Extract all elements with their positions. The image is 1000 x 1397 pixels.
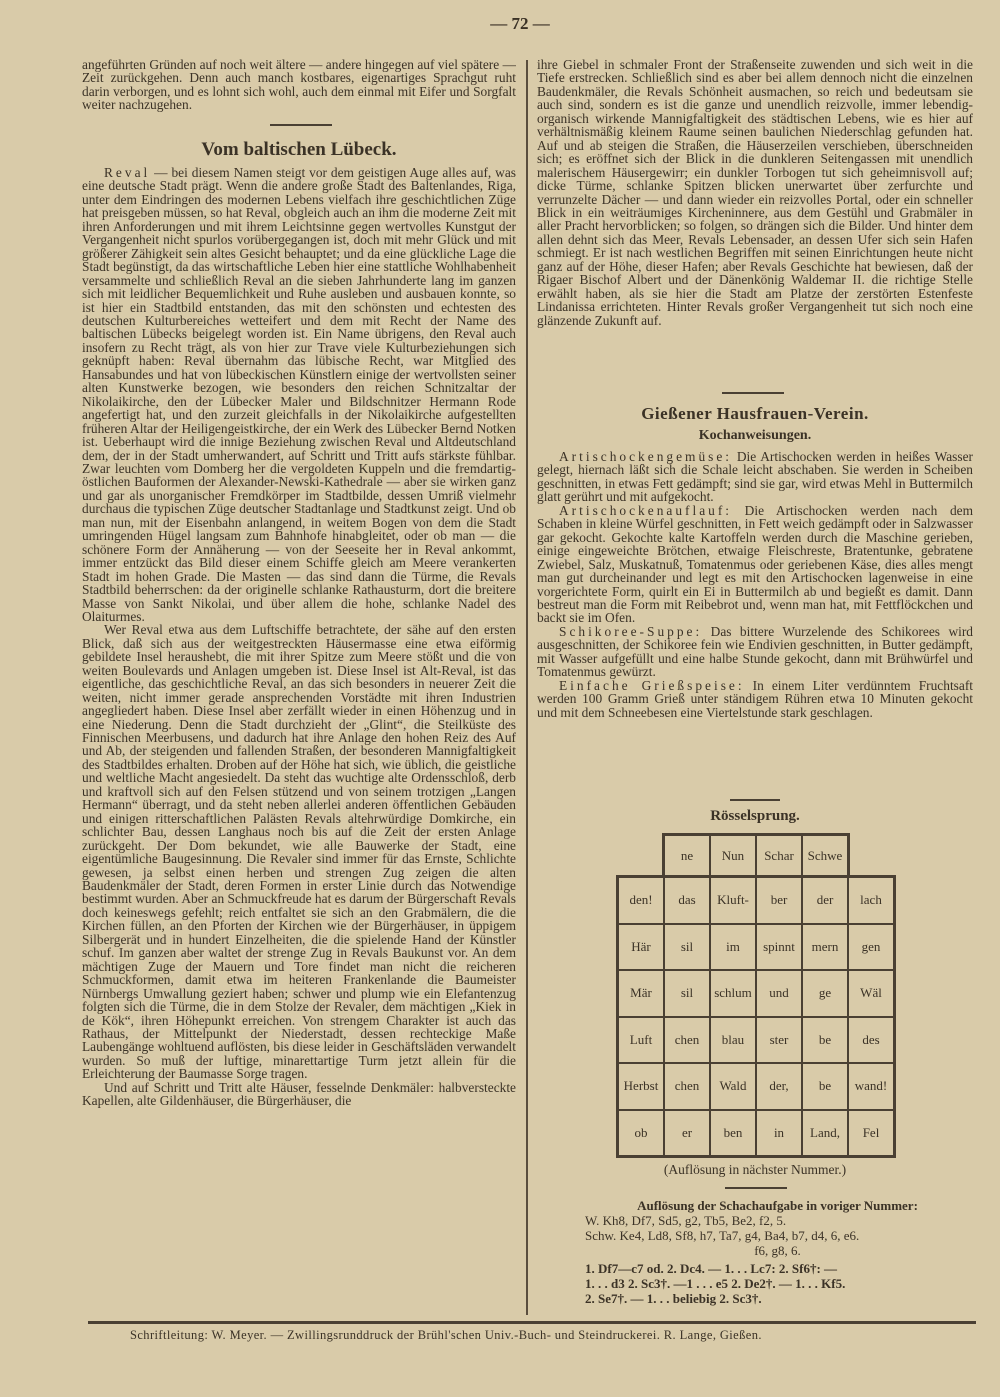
puzzle-cell: Kluft-: [710, 877, 756, 924]
puzzle-cell: spinnt: [756, 924, 802, 971]
footer-rule: [88, 1321, 976, 1324]
intro-text: angeführten Gründen auf noch weit ältere — andere hingegen auf viel spätere — Zeit zurückgehen. Denn auch manch kostbares, eigenartiges Sprachgut ruht darin verborgen, und es lohnt sich wohl, auch dem einmal mit Eifer und Sorgfalt weiter nachzugehen.: [82, 58, 516, 113]
footer-imprint: Schriftleitung: W. Meyer. — Zwillingsrunddruck der Brühl'schen Univ.-Buch- und Steindruckerei. R. Lange, Gießen.: [130, 1328, 762, 1342]
puzzle-cell: Luft: [618, 1017, 664, 1064]
recipe: Schikoree-Suppe: Das bittere Wurzelende des Schikorees wird ausgeschnitten, der Schikoree fein wie Endivien geschnitten, in Butter gedämpft, mit Wasser aufgefüllt und eine halbe Stunde gekocht, dann mit Brühwürfel und Tomatenmus gewürzt.: [537, 623, 973, 680]
puzzle-frame-top: [662, 833, 850, 878]
intro-paragraph: [82, 58, 516, 114]
puzzle-cell: ob: [618, 1110, 664, 1157]
article-title: Vom baltischen Lübeck.: [201, 139, 397, 160]
column-divider: [526, 60, 528, 1315]
puzzle-cell: Nun: [710, 835, 756, 877]
puzzle-title: Rösselsprung.: [710, 808, 800, 824]
puzzle-cell: Schar: [756, 835, 802, 877]
article-paragraph: Reval — bei diesem Namen steigt vor dem geistigen Auge alles auf, was eine deutsche Stadt prägt. Wenn die andere große Stadt des Baltenlandes, Riga, unter dem Eindringen des modernen Lebens vielfach ihre geschichtlichen Züge hat preisgeben müssen, so hat Reval, obgleich auch an ihm die moderne Zeit mit ihren Anforderungen und mit ihrem Leichtsinne gegen wertvolles Kunstgut der Vergangenheit nicht spurlos vorübergegangen ist, doch mit mehr Glück und mit größerer Zähigkeit sein altes Gesicht behauptet; und da eine glückliche Lage die Stadt begünstigt, da das wirtschaftliche Leben hier eine stattliche Wohlhabenheit versammelte und schließlich Reval an die sieben Jahrhunderte lang im ganzen sich mit leidlicher Bequemlichkeit und Ruhe ausleben und ausbauen konnte, so ist hier ein Stadtbild entstanden, das mit den schönsten und echtesten des deutschen Kulturbereiches wetteifert und dem mit Recht der Name des baltischen Lübecks beigelegt worden ist. Ein Name übrigens, den Reval auch insofern zu Recht trägt, als von hier zur Trave viele Kulturbeziehungen sich geknüpft haben: Reval übernahm das lübische Recht, war Mitglied des Hansabundes und hat von lübeckischen Künstlern einige der wertvollsten seiner alten Kunstwerke bezogen, wie besonders den reichen Schnitzaltar der Nikolaikirche, den der Lübecker Maler und Bildschnitzer Hermann Rode angefertigt hat, und den zurzeit gleichfalls in der Nikolaikirche aufgestellten früheren Altar der Heiligengeistkirche, der ein Werk des Lübecker Bernd Notken ist. Ueberhaupt wird die innige Beziehung zwischen Reval und Altdeutschland dem, der in der Stadt umherwandert, auf Schritt und Tritt aufs stärkste fühlbar. Zwar leuchten vom Domberg her die vergoldeten Kuppeln und die fremdartig-östlichen Bauformen der Alexander-Newski-Kathedrale — aber sie wirken ganz und gar als unorganischer Fremdkörper im Stadtbilde, dessen Umriß vielmehr durchaus die typischen Züge deutscher Stadtanlage und Stadtkunst zeigt. Und ob man nun, mit der Eisenbahn anlangend, in weitem Bogen von dem die Stadt umringenden Hügel langsam zum Bahnhofe hinabgleitet, oder ob man — die schönere Form der Annäherung — von der Seeseite her in Reval ankommt, immer entzückt das Bild dieser einem Schiffe gleich am Meere verankerten Stadt im hohen Grade. Die Masten — das sind dann die Türme, die Revals Stadtbild beherrschen: da der originelle schlanke Rathausturm, dort die breitere Masse von Sankt Nikolai, und über allem die hohe, schlanke Nadel des Olaiturmes.: [82, 166, 516, 624]
puzzle-cell: blau: [710, 1017, 756, 1064]
puzzle-cell: Här: [618, 924, 664, 971]
recipe: Einfache Grießspeise: In einem Liter verdünntem Fruchtsaft werden 100 Gramm Grieß unter ständigem Rühren etwa 10 Minuten gekocht und mit dem Schneebesen eine Viertelstunde stark geschlagen.: [537, 677, 973, 720]
puzzle-cell: Herbst: [618, 1063, 664, 1110]
puzzle-cell: er: [664, 1110, 710, 1157]
puzzle-cell: ben: [710, 1110, 756, 1157]
puzzle-cell: Wäl: [848, 970, 894, 1017]
puzzle-cell: sil: [664, 970, 710, 1017]
puzzle-cell: Fel: [848, 1110, 894, 1157]
chess-black-cont: f6, g8, 6.: [754, 1243, 801, 1258]
puzzle-cell: wand!: [848, 1063, 894, 1110]
chess-move: 1. . . d3 2. Sc3†. —1 . . . e5 2. De2†. — 1. . . Kf5.: [585, 1276, 846, 1291]
puzzle-cell: chen: [664, 1017, 710, 1064]
puzzle-cell: Wald: [710, 1063, 756, 1110]
puzzle-cell: mern: [802, 924, 848, 971]
puzzle-frame: [616, 875, 896, 1158]
section-divider: [730, 799, 780, 801]
puzzle-cell: schlum: [710, 970, 756, 1017]
puzzle-cell: Schwe: [802, 835, 848, 877]
recipes: [537, 450, 973, 790]
page-number: — 72 —: [490, 14, 550, 33]
puzzle-cell: Mär: [618, 970, 664, 1017]
section-divider: [725, 1187, 787, 1189]
article-paragraph: Wer Reval etwa aus dem Luftschiffe betrachtete, der sähe auf den ersten Blick, daß sich aus der weitgestreckten Häusermasse eine etwa eiförmig gebildete Insel heraushebt, die mit ihrer Spitze zum Meere stößt und die von weiten Boulevards und Anlagen umgeben ist. Diese Insel ist Alt-Reval, ist das eigentliche, das geschichtliche Reval, an das sich besonders in neuerer Zeit die weiten, nicht immer gerade ansprechenden Vorstädte mit ihren Industrien angegliedert haben. Diese Insel aber zerfällt wieder in einen Höhenzug und in eine Niederung. Denn die Stadt durchzieht der „Glint“, die Steilküste des Finnischen Meerbusens, und dadurch hat ihre Anlage den hohen Reiz des Auf und Ab, der steigenden und fallenden Straßen, der besonderen Mannigfaltigkeit des Stadtbildes erhalten. Droben auf der Höhe hat sich, wie üblich, die geistliche und weltliche Macht angesiedelt. Da steht das wuchtige alte Ordensschloß, derb und kraftvoll sich auf den Felsen stützend und von seinem trotzigen „Langen Hermann“ überragt, und da steht neben allerlei anderen öffentlichen Gebäuden und einigen ritterschaftlichen Palästen Revals altehrwürdige Domkirche, ein schlichter Bau, dessen Langhaus noch bis auf die Zeit der ersten Anlage zurückgeht. Der Dom bekundet, wie alle Bauwerke der Stadt, eine eigentümliche Baugesinnung. Die Revaler sind immer für das Ernste, Schlichte gewesen, ja selbst einen herben und strengen Zug zeigen die alten Baudenkmäler der Stadt, deren Formen in erster Linie durch das Notwendige bestimmt wurden. Aber an Schmuckfreude hat es darum der Bürgerschaft Revals doch keineswegs gefehlt; reich entfaltet sie sich an den Grabmälern, die die Kirchen füllen, an den Pforten der Kirchen wie der Bürgerhäuser, in üppigem Silbergerät und in hundert Einzelheiten, die die spielende Hand der Künstler schuf. Im ganzen aber waltet der strenge Zug in Revals Baukunst vor. An dem mächtigen Zuge der Mauern und Tore findet man nicht die reicheren Schmuckformen, damit etwa im heiteren Frankenlande die Baumeister Nürnbergs Umwallung geziert haben; schwer und plump wie ein Elefantenzug folgten sich die Türme, die in dem Stolze der Revaler, dem mächtigen „Kiek in de Kök“, ihren Höhepunkt erreichen. Von strengem Charakter ist auch das Rathaus, der Mittelpunkt der Niederstadt, dessen rechteckige Maße Laubengänge wohltuend auflösten, bis diese leider in Geschäftsläden verwandelt wurden. So muß der luftige, minarettartige Turm jetzt allein für die Erleichterung der Baumasse Sorge tragen.: [82, 622, 516, 1082]
puzzle-cell: der,: [756, 1063, 802, 1110]
puzzle-cell: im: [710, 924, 756, 971]
section-divider: [270, 124, 332, 126]
puzzle-cell: in: [756, 1110, 802, 1157]
recipe: Artischockengemüse: Die Artischocken werden in heißes Wasser gelegt, hiernach läßt sich die Schale leicht abschaben. Sie werden in Scheiben geschnitten, in etwas Fett gedämpft; sind sie gar, wird etwas Mehl in Buttermilch glatt gerührt und mit aufgekocht.: [537, 450, 973, 505]
recipes-subtitle: Kochanweisungen.: [698, 428, 812, 443]
article-paragraph: Und auf Schritt und Tritt alte Häuser, fesselnde Denkmäler: halbversteckte Kapellen, alte Gildenhäuser, die Bürgerhäuser, die: [82, 1079, 516, 1109]
chess-title: Auflösung der Schachaufgabe in voriger Nummer:: [637, 1198, 918, 1213]
chess-move: 2. Se7†. — 1. . . beliebig 2. Sc3†.: [585, 1291, 762, 1306]
puzzle-cell: be: [802, 1063, 848, 1110]
lead-word: Reval: [104, 166, 151, 180]
puzzle-cell: ge: [802, 970, 848, 1017]
article-continuation: ihre Giebel in schmaler Front der Straßenseite zuwenden und sich weit in die Tiefe erstrecken. Schließlich sind es aber bei allem dennoch nicht die einzelnen Baudenkmäler, die Revals Schönheit ausmachen, so reich und bedeutsam sie auch sind, sondern es ist die ganze und unendlich reizvolle, immer lebendig-organisch wirkende Mannigfaltigkeit des städtischen Lebens, wie es hier auf verhältnismäßig kleinem Raume seinen baulichen Niederschlag gefunden hat. Auf und ab steigen die Straßen, die Häuserzeilen verschieben, überschneiden sich; es eröffnet sich der Blick in die dunkleren Seitengassen mit unendlich malerischem Häusergewirr; ein dunkler Torbogen tut sich geheimnisvoll auf; dicke Türme, schlanke Spitzen blicken unerwartet über zerfurchte und verrunzelte Dächer — und dann wieder ein reizvolles Portal, oder ein schneller Blick in ein weiträumiges Kircheninnere, aus dem Gestühl und Grabmäler in aller Pracht hervorblicken; so folgen, so drängen sich die Bilder. Und hinter dem allen dehnt sich das Meer, Revals Lebensader, an dessen Ufer sich sein Hafen schmiegt. Er ist nach westlichen Begriffen mit seinen Einrichtungen heute nicht ganz auf der Höhe, dieser Hafen; aber Revals Geschichte hat bewiesen, daß der Rigaer Bischof Albert und der Dänenkönig Waldemar II. die richtige Stelle erwählt haben, als sie hier die Stadt am Platze der zerstörten Estenfeste Lindanissa errichteten. Hinter Revals großer Vergangenheit tut sich noch eine glänzende Zukunft auf.: [537, 58, 973, 328]
article-body: [82, 166, 516, 1312]
puzzle-caption: (Auflösung in nächster Nummer.): [663, 1162, 847, 1177]
puzzle-cell: ne: [664, 835, 710, 877]
puzzle-cell: chen: [664, 1063, 710, 1110]
chess-move: 1. Df7—c7 od. 2. Dc4. — 1. . . Lc7: 2. Sf6†: —: [585, 1261, 838, 1276]
recipe: Artischockenauflauf: Die Artischocken werden nach dem Schaben in kleine Würfel geschnitten, in Fett weich gedämpft oder in Salzwasser gar gekocht. Gekochte kalte Kartoffeln werden durch die Maschine gerieben, einige eingeweichte Brötchen, etwaige Fleischreste, Bratentunke, gebratene Zwiebel, Salz, Muskatnuß, Tomatenmus oder geriebenen Käse, dies alles mengt man gut durcheinander und legt es mit den Artischocken lagenweise in eine vorgerichtete Form, quirlt ein Ei in Buttermilch ab und begießt es damit. Dann bestreut man die Form mit Reibebrot und, wenn man hat, mit Fettflöckchen und backt sie im Ofen.: [537, 502, 973, 626]
section-divider: [722, 392, 784, 394]
puzzle-cell: ber: [756, 877, 802, 924]
puzzle-cell: Land,: [802, 1110, 848, 1157]
puzzle-cell: sil: [664, 924, 710, 971]
puzzle-cell: der: [802, 877, 848, 924]
puzzle-cell: den!: [618, 877, 664, 924]
puzzle-cell: gen: [848, 924, 894, 971]
puzzle-cell: lach: [848, 877, 894, 924]
chess-black: Schw. Ke4, Ld8, Sf8, h7, Ta7, g4, Ba4, b7, d4, 6, e6.: [585, 1228, 860, 1243]
recipes-title: Gießener Hausfrauen-Verein.: [641, 404, 869, 423]
puzzle-cell: das: [664, 877, 710, 924]
chess-white: W. Kh8, Df7, Sd5, g2, Tb5, Be2, f2, 5.: [585, 1213, 787, 1228]
puzzle-cell: des: [848, 1017, 894, 1064]
puzzle-cell: ster: [756, 1017, 802, 1064]
puzzle-cell: be: [802, 1017, 848, 1064]
puzzle-cell: und: [756, 970, 802, 1017]
chess-solution: [585, 1198, 970, 1306]
